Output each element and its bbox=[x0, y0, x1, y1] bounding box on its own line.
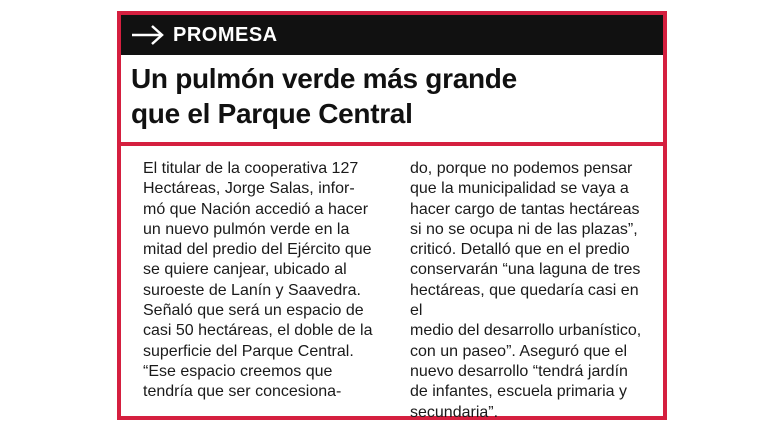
arrow-right-icon bbox=[131, 24, 165, 46]
section-tag-label: PROMESA bbox=[173, 23, 278, 46]
section-tag-bar bbox=[121, 15, 663, 55]
news-box bbox=[117, 11, 667, 420]
paragraph-right: do, porque no podemos pensar que la municipalidad se vaya a hacer cargo de tantas hectáreas si no se ocupa ni de las plazas”, criticó. Detalló que en el predio conservarán “una laguna de tres hectáreas, que quedaría casi en el medio del desarrollo urbanístico, con un paseo”. Aseguró que el nuevo desarrollo “tendrá jardín de infantes, escuela primaria y secundaria”. bbox=[410, 160, 642, 421]
headline bbox=[131, 61, 655, 131]
divider-rule bbox=[121, 142, 663, 146]
article-body bbox=[143, 159, 653, 421]
headline-text: Un pulmón verde más grande que el Parque Central bbox=[131, 63, 517, 129]
paragraph-left: El titular de la cooperativa 127 Hectáreas, Jorge Salas, infor- mó que Nación accedió a hacer un nuevo pulmón verde en la mitad del predio del Ejército que se quiere canjear, ubicado al suroeste de Lanín y Saavedra. Señaló que será un espacio de casi 50 hectáreas, el doble de la superficie del Parque Central. “Ese espacio creemos que tendría que ser concesiona- bbox=[143, 160, 373, 401]
column-left bbox=[143, 159, 386, 409]
column-right bbox=[410, 159, 653, 421]
